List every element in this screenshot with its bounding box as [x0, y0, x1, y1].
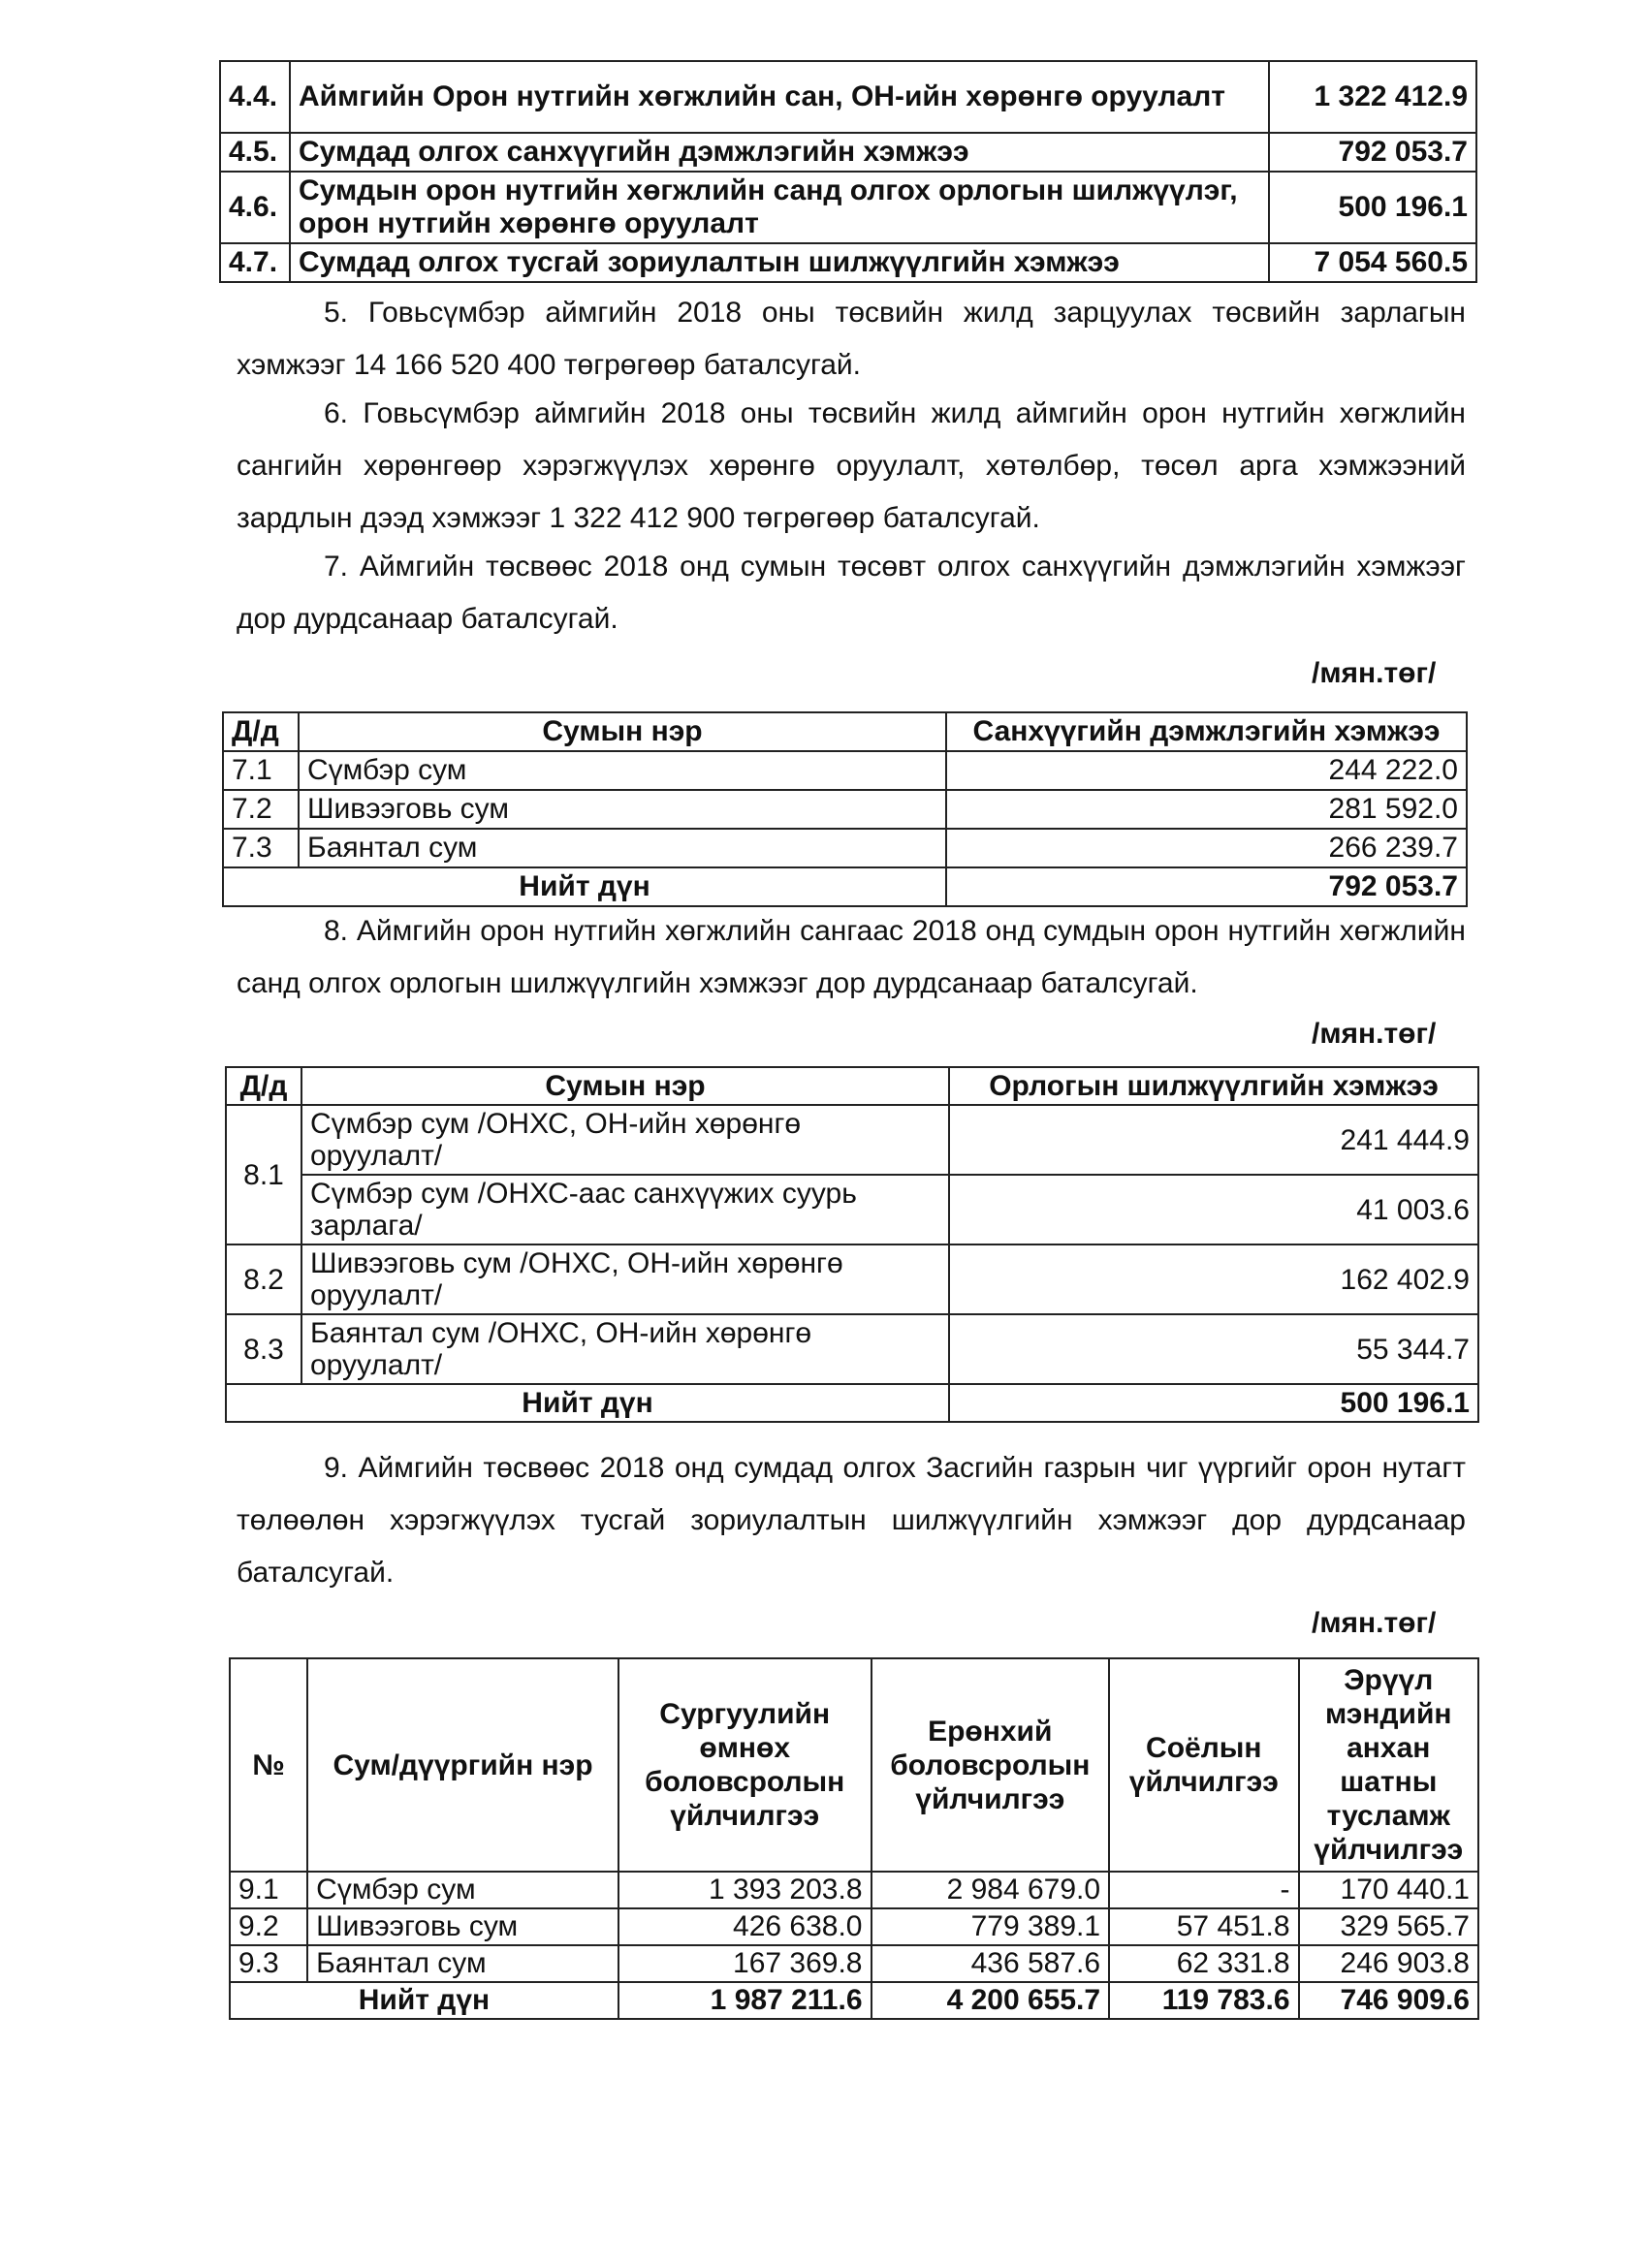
table-row — [230, 1908, 1478, 1945]
cell-value: 167 369.8 — [618, 1945, 872, 1982]
unit-label: /мян.төг/ — [1312, 1607, 1437, 1639]
row-number: 9.2 — [230, 1908, 307, 1945]
column-header: Санхүүгийн дэмжлэгийн хэмжээ — [946, 712, 1467, 751]
paragraph-6: 6. Говьсүмбэр аймгийн 2018 оны төсвийн жилд аймгийн орон нутгийн хөгжлийн сангийн хөрөнгөөр хэрэгжүүлэх хөрөнгө оруулалт, хөтөлбөр, төсөл арга хэмжээний зардлын дээд хэмжээг 1 322 412 900 төгрөгөөр баталсугай. — [237, 397, 1466, 534]
row-value: 7 054 560.5 — [1269, 243, 1476, 282]
row-number: 4.4. — [220, 61, 290, 133]
cell-value: 57 451.8 — [1109, 1908, 1298, 1945]
row-value: 281 592.0 — [946, 790, 1467, 829]
cell-value: 2 984 679.0 — [872, 1872, 1110, 1908]
row-value: 792 053.7 — [1269, 133, 1476, 172]
soum-name: Сүмбэр сум — [307, 1872, 618, 1908]
soum-name: Баянтал сум /ОНХС, ОН-ийн хөрөнгө оруулалт/ — [301, 1314, 949, 1384]
column-header: Сумын нэр — [301, 1067, 949, 1105]
row-value: 500 196.1 — [1269, 172, 1476, 243]
paragraph-8: 8. Аймгийн орон нутгийн хөгжлийн сангаас 2018 онд сумдын орон нутгийн хөгжлийн санд олгох орлогын шилжүүлгийн хэмжээг дор дурдсанаар баталсугай. — [237, 915, 1466, 999]
row-number: 9.3 — [230, 1945, 307, 1982]
special-transfer-table — [229, 1657, 1479, 2020]
total-label: Нийт дүн — [226, 1384, 949, 1422]
row-number: 8.2 — [226, 1244, 301, 1314]
row-number: 8.1 — [226, 1105, 301, 1244]
soum-name: Сүмбэр сум /ОНХС, ОН-ийн хөрөнгө оруулалт/ — [301, 1105, 949, 1175]
table-row — [226, 1175, 1478, 1244]
soum-name: Шивээговь сум /ОНХС, ОН-ийн хөрөнгө оруулалт/ — [301, 1244, 949, 1314]
table-header-row — [226, 1067, 1478, 1105]
row-label: Сумдад олгох санхүүгийн дэмжлэгийн хэмжээ — [290, 133, 1269, 172]
table-row — [230, 1945, 1478, 1982]
table-row — [223, 790, 1467, 829]
row-label: Аймгийн Орон нутгийн хөгжлийн сан, ОН-ийн хөрөнгө оруулалт — [290, 61, 1269, 133]
row-value: 1 322 412.9 — [1269, 61, 1476, 133]
row-number: 4.7. — [220, 243, 290, 282]
total-value: 119 783.6 — [1109, 1982, 1298, 2019]
row-value: 241 444.9 — [949, 1105, 1478, 1175]
soum-name: Баянтал сум — [307, 1945, 618, 1982]
table-row — [220, 243, 1476, 282]
row-value: 55 344.7 — [949, 1314, 1478, 1384]
table-header-row — [230, 1658, 1478, 1872]
column-header: Д/д — [223, 712, 299, 751]
row-number: 4.5. — [220, 133, 290, 172]
column-header: Эрүүл мэндийн анхан шатны тусламж үйлчилгээ — [1299, 1658, 1478, 1872]
cell-value: 779 389.1 — [872, 1908, 1110, 1945]
unit-label: /мян.төг/ — [1312, 657, 1437, 689]
row-value: 244 222.0 — [946, 751, 1467, 790]
row-value: 41 003.6 — [949, 1175, 1478, 1244]
cell-value: 329 565.7 — [1299, 1908, 1478, 1945]
cell-value: 436 587.6 — [872, 1945, 1110, 1982]
row-value: 162 402.9 — [949, 1244, 1478, 1314]
table-row — [226, 1314, 1478, 1384]
soum-name: Сүмбэр сум — [299, 751, 946, 790]
table-row — [230, 1872, 1478, 1908]
total-row — [226, 1384, 1478, 1422]
total-value: 500 196.1 — [949, 1384, 1478, 1422]
soum-name: Шивээговь сум — [299, 790, 946, 829]
paragraph-5: 5. Говьсүмбэр аймгийн 2018 оны төсвийн жилд зарцуулах төсвийн зарлагын хэмжээг 14 166 520 400 төгрөгөөр баталсугай. — [237, 297, 1466, 381]
income-transfer-table — [225, 1066, 1479, 1423]
row-number: 7.3 — [223, 829, 299, 867]
row-number: 4.6. — [220, 172, 290, 243]
budget-summary-table — [219, 60, 1477, 283]
row-label: Сумдад олгох тусгай зориулалтын шилжүүлгийн хэмжээ — [290, 243, 1269, 282]
total-value: 4 200 655.7 — [872, 1982, 1110, 2019]
total-row — [223, 867, 1467, 906]
row-number: 7.1 — [223, 751, 299, 790]
paragraph-9: 9. Аймгийн төсвөөс 2018 онд сумдад олгох Засгийн газрын чиг үүргийг орон нутагт төлөөлөн хэрэгжүүлэх тусгай зориулалтын шилжүүлгийн хэмжээг дор дурдсанаар баталсугай. — [237, 1452, 1466, 1589]
cell-value: 62 331.8 — [1109, 1945, 1298, 1982]
table-row — [223, 829, 1467, 867]
table-row — [226, 1105, 1478, 1175]
table-row — [220, 61, 1476, 133]
total-row — [230, 1982, 1478, 2019]
paragraph-7: 7. Аймгийн төсвөөс 2018 онд сумын төсөвт олгох санхүүгийн дэмжлэгийн хэмжээг дор дурдсанаар баталсугай. — [237, 551, 1466, 635]
column-header: Д/д — [226, 1067, 301, 1105]
unit-label: /мян.төг/ — [1312, 1018, 1437, 1050]
cell-value: 170 440.1 — [1299, 1872, 1478, 1908]
row-value: 266 239.7 — [946, 829, 1467, 867]
financial-support-table — [222, 711, 1468, 907]
row-number: 8.3 — [226, 1314, 301, 1384]
table-row — [220, 133, 1476, 172]
soum-name: Сүмбэр сум /ОНХС-аас санхүүжих суурь зарлага/ — [301, 1175, 949, 1244]
total-value: 1 987 211.6 — [618, 1982, 872, 2019]
total-label: Нийт дүн — [230, 1982, 618, 2019]
column-header: Сургуулийн өмнөх боловсролын үйлчилгээ — [618, 1658, 872, 1872]
column-header: Орлогын шилжүүлгийн хэмжээ — [949, 1067, 1478, 1105]
column-header: Сум/дүүргийн нэр — [307, 1658, 618, 1872]
row-number: 9.1 — [230, 1872, 307, 1908]
column-header: Ерөнхий боловсролын үйлчилгээ — [872, 1658, 1110, 1872]
table-row — [223, 751, 1467, 790]
cell-value: 426 638.0 — [618, 1908, 872, 1945]
column-header: Соёлын үйлчилгээ — [1109, 1658, 1298, 1872]
table-row — [226, 1244, 1478, 1314]
column-header: Сумын нэр — [299, 712, 946, 751]
row-number: 7.2 — [223, 790, 299, 829]
cell-value: 1 393 203.8 — [618, 1872, 872, 1908]
column-header: № — [230, 1658, 307, 1872]
soum-name: Баянтал сум — [299, 829, 946, 867]
total-value: 746 909.6 — [1299, 1982, 1478, 2019]
total-value: 792 053.7 — [946, 867, 1467, 906]
total-label: Нийт дүн — [223, 867, 946, 906]
row-label: Сумдын орон нутгийн хөгжлийн санд олгох орлогын шилжүүлэг, орон нутгийн хөрөнгө оруулалт — [290, 172, 1269, 243]
cell-value: - — [1109, 1872, 1298, 1908]
table-row — [220, 172, 1476, 243]
table-header-row — [223, 712, 1467, 751]
cell-value: 246 903.8 — [1299, 1945, 1478, 1982]
soum-name: Шивээговь сум — [307, 1908, 618, 1945]
